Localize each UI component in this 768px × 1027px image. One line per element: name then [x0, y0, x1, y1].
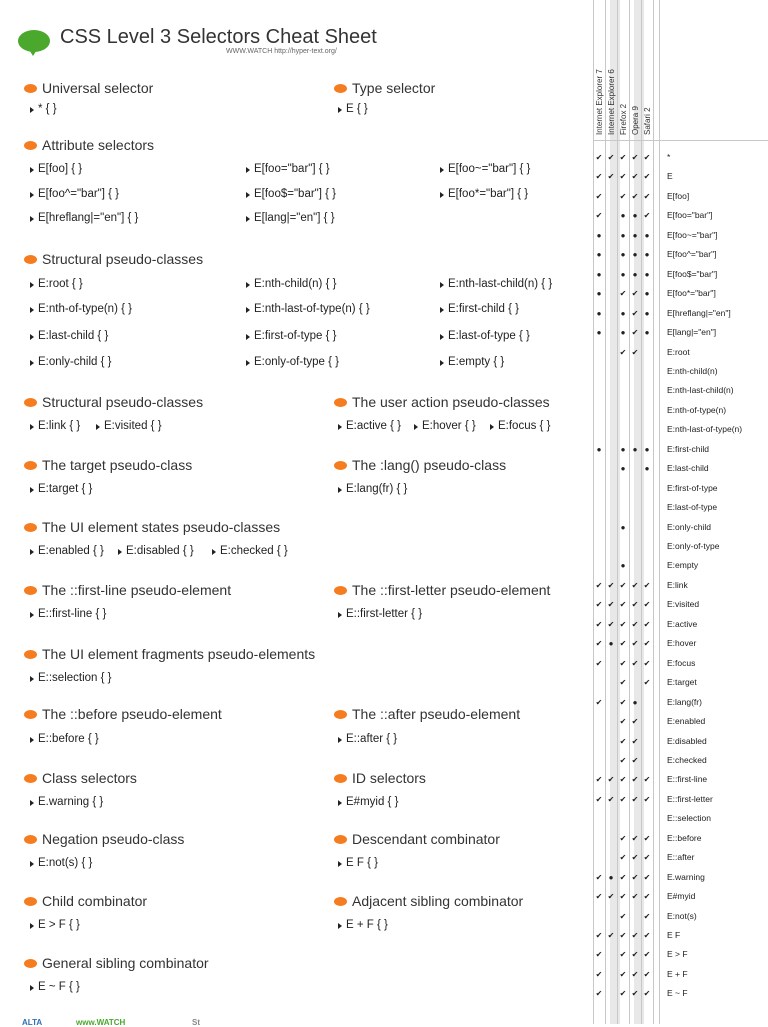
orange-bubble-icon	[24, 774, 37, 783]
checkmark-icon: ✔	[619, 853, 627, 863]
selector-example: E::after { }	[338, 733, 397, 745]
checkmark-icon: ✔	[631, 794, 639, 804]
column-divider	[653, 0, 654, 1024]
selector-example: E:hover { }	[414, 420, 476, 432]
support-row-label: E F	[667, 930, 681, 940]
section-title-text: Child combinator	[42, 893, 148, 909]
orange-bubble-icon	[334, 586, 347, 595]
selector-example: E[hreflang|="en"] { }	[30, 212, 138, 224]
partial-support-dot-icon: ●	[620, 464, 626, 474]
orange-bubble-icon	[24, 461, 37, 470]
checkmark-icon: ✔	[631, 989, 639, 999]
section-title-text: Type selector	[352, 80, 436, 96]
partial-support-dot-icon: ●	[632, 269, 638, 279]
orange-bubble-icon	[24, 141, 37, 150]
orange-bubble-icon	[24, 710, 37, 719]
section-title-general	[24, 955, 209, 971]
partial-support-dot-icon: ●	[596, 230, 602, 240]
support-row-label: E:disabled	[667, 735, 707, 746]
section-title-text: Class selectors	[42, 770, 137, 786]
orange-bubble-icon	[24, 398, 37, 407]
orange-bubble-icon	[24, 897, 37, 906]
checkmark-icon: ✔	[619, 872, 627, 882]
support-row-label: E::selection	[667, 813, 711, 824]
partial-support-dot-icon: ●	[632, 211, 638, 221]
partial-support-dot-icon: ●	[632, 230, 638, 240]
checkmark-icon: ✔	[619, 697, 627, 707]
support-row-label: E	[667, 171, 673, 182]
section-title-attribute	[24, 137, 154, 153]
checkmark-icon: ✔	[619, 678, 627, 688]
selector-example: E:only-child { }	[30, 356, 112, 368]
selector-example: E F { }	[338, 857, 378, 869]
checkmark-icon: ✔	[619, 347, 627, 357]
support-row-label: E:enabled	[667, 716, 706, 727]
browser-column-header: Internet Explorer 7	[595, 69, 604, 135]
checkmark-icon: ✔	[631, 639, 639, 649]
support-row-label: E[foo*="bar"]	[667, 288, 716, 299]
section-title-type	[334, 80, 435, 96]
checkmark-icon: ✔	[619, 289, 627, 299]
checkmark-icon: ✔	[643, 775, 651, 785]
section-title-text: ID selectors	[352, 770, 426, 786]
orange-bubble-icon	[334, 774, 347, 783]
checkmark-icon: ✔	[631, 600, 639, 610]
checkmark-icon: ✔	[631, 153, 639, 162]
orange-bubble-icon	[24, 84, 37, 93]
checkmark-icon: ✔	[595, 931, 603, 940]
section-title-text: The UI element states pseudo-classes	[42, 519, 281, 535]
support-row-label: E:visited	[667, 599, 700, 610]
selector-example: E:disabled { }	[118, 545, 194, 557]
checkmark-icon: ✔	[631, 717, 639, 727]
checkmark-icon: ✔	[619, 969, 627, 979]
selector-example: E[foo$="bar"] { }	[246, 188, 336, 200]
selector-example: E:first-child { }	[440, 303, 519, 315]
selector-example: E:nth-child(n) { }	[246, 278, 336, 290]
orange-bubble-icon	[24, 586, 37, 595]
checkmark-icon: ✔	[619, 892, 627, 902]
checkmark-icon: ✔	[607, 794, 615, 804]
selector-example: E:enabled { }	[30, 545, 104, 557]
checkmark-icon: ✔	[631, 736, 639, 746]
support-row-label: E[lang|="en"]	[667, 327, 717, 338]
selector-example: E:link { }	[30, 420, 80, 432]
selector-example: E ~ F { }	[30, 981, 80, 993]
section-title-class	[24, 770, 137, 786]
selector-example: E:only-of-type { }	[246, 356, 339, 368]
selector-example: E:nth-last-child(n) { }	[440, 278, 552, 290]
selector-example: E + F { }	[338, 919, 388, 931]
checkmark-icon: ✔	[631, 619, 639, 629]
support-row-label: E ~ F	[667, 988, 688, 999]
section-title-structural	[24, 251, 203, 267]
partial-support-dot-icon: ●	[644, 464, 650, 474]
section-title-after	[334, 706, 520, 722]
checkmark-icon: ✔	[595, 658, 603, 668]
partial-support-dot-icon: ●	[620, 211, 626, 221]
section-title-text: Universal selector	[42, 80, 154, 96]
checkmark-icon: ✔	[643, 872, 651, 882]
partial-support-dot-icon: ●	[644, 308, 650, 318]
checkmark-icon: ✔	[643, 211, 651, 221]
checkmark-icon: ✔	[595, 794, 603, 804]
checkmark-icon: ✔	[619, 931, 627, 940]
partial-support-dot-icon: ●	[632, 444, 638, 454]
support-row-label: E::after	[667, 852, 695, 863]
support-row-label: E::first-line	[667, 774, 708, 785]
checkmark-icon: ✔	[631, 191, 639, 201]
checkmark-icon: ✔	[631, 931, 639, 940]
browser-column-header: Opera 9	[631, 106, 640, 135]
orange-bubble-icon	[24, 959, 37, 968]
section-title-first-line	[24, 582, 231, 598]
support-row-label: E:empty	[667, 560, 699, 571]
checkmark-icon: ✔	[607, 931, 615, 940]
support-row-label: E:last-of-type	[667, 502, 718, 513]
partial-support-dot-icon: ●	[596, 308, 602, 318]
support-row-label: E:root	[667, 346, 690, 357]
partial-support-dot-icon: ●	[644, 444, 650, 454]
checkmark-icon: ✔	[643, 833, 651, 843]
column-divider	[659, 0, 660, 1024]
support-row-label: E + F	[667, 968, 688, 979]
checkmark-icon: ✔	[595, 697, 603, 707]
checkmark-icon: ✔	[643, 931, 651, 940]
checkmark-icon: ✔	[631, 328, 639, 338]
selector-example: E[lang|="en"] { }	[246, 212, 335, 224]
checkmark-icon: ✔	[619, 153, 627, 162]
orange-bubble-icon	[24, 255, 37, 264]
orange-bubble-icon	[334, 398, 347, 407]
checkmark-icon: ✔	[619, 755, 627, 765]
browser-column-header: Firefox 2	[619, 103, 628, 135]
checkmark-icon: ✔	[607, 580, 615, 590]
support-row-label: E[foo~="bar"]	[667, 229, 718, 240]
support-row-label: E:nth-of-type(n)	[667, 404, 727, 415]
partial-support-dot-icon: ●	[644, 230, 650, 240]
selector-example: E::first-letter { }	[338, 608, 422, 620]
section-title-descendant	[334, 831, 500, 847]
checkmark-icon: ✔	[643, 950, 651, 960]
header-divider	[593, 140, 768, 141]
footer-logo-right: St	[192, 1018, 200, 1027]
selector-example: E[foo^="bar"] { }	[30, 188, 119, 200]
speech-bubble-logo-icon	[18, 30, 50, 52]
section-title-text: The ::after pseudo-element	[352, 706, 521, 722]
checkmark-icon: ✔	[607, 619, 615, 629]
section-title-target	[24, 457, 192, 473]
partial-support-dot-icon: ●	[632, 250, 638, 260]
support-row-label: E:nth-child(n)	[667, 365, 718, 376]
checkmark-icon: ✔	[631, 755, 639, 765]
selector-example: * { }	[30, 103, 57, 115]
checkmark-icon: ✔	[619, 775, 627, 785]
section-title-text: Structural pseudo-classes	[42, 394, 204, 410]
section-title-text: The ::before pseudo-element	[42, 706, 222, 722]
checkmark-icon: ✔	[595, 600, 603, 610]
selector-example: E:target { }	[30, 483, 92, 495]
selector-example: E:first-of-type { }	[246, 330, 336, 342]
selector-example: E:empty { }	[440, 356, 504, 368]
checkmark-icon: ✔	[607, 775, 615, 785]
support-row-label: E:only-child	[667, 521, 711, 532]
selector-example: E[foo~="bar"] { }	[440, 163, 530, 175]
support-row-label: E#myid	[667, 891, 696, 902]
section-title-first-letter	[334, 582, 550, 598]
checkmark-icon: ✔	[643, 639, 651, 649]
support-row-label: *	[667, 152, 671, 162]
checkmark-icon: ✔	[631, 289, 639, 299]
support-row-label: E.warning	[667, 871, 705, 882]
checkmark-icon: ✔	[619, 580, 627, 590]
section-title-text: Attribute selectors	[42, 137, 155, 153]
section-title-universal	[24, 80, 153, 96]
support-row-label: E:not(s)	[667, 910, 697, 921]
checkmark-icon: ✔	[595, 580, 603, 590]
selector-example: E:not(s) { }	[30, 857, 92, 869]
checkmark-icon: ✔	[643, 853, 651, 863]
partial-support-dot-icon: ●	[620, 250, 626, 260]
selector-example: E:focus { }	[490, 420, 550, 432]
checkmark-icon: ✔	[619, 600, 627, 610]
section-title-text: Adjacent sibling combinator	[352, 893, 524, 909]
selector-example: E > F { }	[30, 919, 80, 931]
support-row-label: E::before	[667, 832, 702, 843]
footer-logo-mid: www.WATCH	[76, 1018, 126, 1027]
partial-support-dot-icon: ●	[644, 328, 650, 338]
support-row-label: E[foo$="bar"]	[667, 268, 718, 279]
support-row-label: E:first-child	[667, 443, 710, 454]
selector-example: E#myid { }	[338, 796, 398, 808]
partial-support-dot-icon: ●	[596, 444, 602, 454]
support-row-label: E:focus	[667, 657, 696, 668]
checkmark-icon: ✔	[643, 969, 651, 979]
checkmark-icon: ✔	[631, 658, 639, 668]
selector-example: E[foo*="bar"] { }	[440, 188, 528, 200]
checkmark-icon: ✔	[619, 191, 627, 201]
checkmark-icon: ✔	[631, 308, 639, 318]
checkmark-icon: ✔	[631, 872, 639, 882]
section-title-text: General sibling combinator	[42, 955, 209, 971]
selector-example: E:root { }	[30, 278, 83, 290]
selector-example: E:last-of-type { }	[440, 330, 530, 342]
checkmark-icon: ✔	[619, 639, 627, 649]
checkmark-icon: ✔	[631, 580, 639, 590]
checkmark-icon: ✔	[643, 794, 651, 804]
support-row-label: E:nth-last-child(n)	[667, 385, 734, 396]
checkmark-icon: ✔	[595, 872, 603, 882]
checkmark-icon: ✔	[631, 853, 639, 863]
support-row-label: E:only-of-type	[667, 541, 720, 551]
support-row-label: E:checked	[667, 754, 707, 765]
selector-example: E:active { }	[338, 420, 401, 432]
section-title-lang	[334, 457, 506, 473]
partial-support-dot-icon: ●	[620, 444, 626, 454]
checkmark-icon: ✔	[595, 969, 603, 979]
checkmark-icon: ✔	[595, 950, 603, 960]
support-row-label: E::first-letter	[667, 793, 713, 804]
checkmark-icon: ✔	[619, 794, 627, 804]
partial-support-dot-icon: ●	[596, 269, 602, 279]
page-subtitle: WWW.WATCH http://hyper-text.org/	[226, 48, 337, 55]
selector-example: E:visited { }	[96, 420, 162, 432]
support-row-label: E:active	[667, 618, 698, 629]
page-title: CSS Level 3 Selectors Cheat Sheet	[60, 26, 377, 48]
checkmark-icon: ✔	[607, 172, 615, 182]
support-row-label: E:link	[667, 579, 688, 590]
browser-column-header: Internet Explorer 6	[607, 69, 616, 135]
partial-support-dot-icon: ●	[608, 639, 614, 649]
orange-bubble-icon	[334, 461, 347, 470]
partial-support-dot-icon: ●	[620, 328, 626, 338]
section-title-negation	[24, 831, 184, 847]
selector-example: E::first-line { }	[30, 608, 106, 620]
checkmark-icon: ✔	[643, 619, 651, 629]
support-row-label: E:hover	[667, 638, 697, 649]
checkmark-icon: ✔	[595, 639, 603, 649]
checkmark-icon: ✔	[595, 619, 603, 629]
section-title-text: The user action pseudo-classes	[352, 394, 550, 410]
orange-bubble-icon	[24, 650, 37, 659]
partial-support-dot-icon: ●	[620, 230, 626, 240]
checkmark-icon: ✔	[619, 619, 627, 629]
selector-example: E:nth-of-type(n) { }	[30, 303, 132, 315]
selector-example: E:last-child { }	[30, 330, 108, 342]
support-row-label: E[foo]	[667, 190, 690, 201]
partial-support-dot-icon: ●	[608, 872, 614, 882]
checkmark-icon: ✔	[619, 911, 627, 921]
checkmark-icon: ✔	[643, 989, 651, 999]
orange-bubble-icon	[334, 84, 347, 93]
checkmark-icon: ✔	[595, 172, 603, 182]
support-row-label: E:first-of-type	[667, 482, 718, 493]
selector-example: E::selection { }	[30, 672, 112, 684]
selector-example: E.warning { }	[30, 796, 103, 808]
orange-bubble-icon	[334, 835, 347, 844]
partial-support-dot-icon: ●	[644, 250, 650, 260]
checkmark-icon: ✔	[631, 833, 639, 843]
selector-example: E[foo] { }	[30, 163, 82, 175]
section-title-fragments	[24, 646, 315, 662]
support-row-label: E:nth-last-of-type(n)	[667, 424, 743, 435]
support-row-label: E:target	[667, 677, 697, 688]
checkmark-icon: ✔	[607, 892, 615, 902]
partial-support-dot-icon: ●	[596, 328, 602, 338]
selector-example: E { }	[338, 103, 368, 115]
section-title-ui-states	[24, 519, 280, 535]
checkmark-icon: ✔	[619, 989, 627, 999]
checkmark-icon: ✔	[631, 969, 639, 979]
checkmark-icon: ✔	[643, 892, 651, 902]
partial-support-dot-icon: ●	[596, 289, 602, 299]
orange-bubble-icon	[24, 835, 37, 844]
checkmark-icon: ✔	[643, 911, 651, 921]
checkmark-icon: ✔	[595, 989, 603, 999]
section-title-text: Descendant combinator	[352, 831, 500, 847]
checkmark-icon: ✔	[619, 950, 627, 960]
selector-example: E::before { }	[30, 733, 99, 745]
partial-support-dot-icon: ●	[620, 308, 626, 318]
support-row-label: E > F	[667, 949, 688, 960]
browser-column-header: Safari 2	[643, 107, 652, 135]
checkmark-icon: ✔	[631, 950, 639, 960]
partial-support-dot-icon: ●	[644, 289, 650, 299]
partial-support-dot-icon: ●	[596, 250, 602, 260]
checkmark-icon: ✔	[631, 347, 639, 357]
selector-example: E:checked { }	[212, 545, 288, 557]
checkmark-icon: ✔	[643, 172, 651, 182]
footer-logo-left: ALTA	[22, 1018, 43, 1027]
checkmark-icon: ✔	[643, 658, 651, 668]
orange-bubble-icon	[334, 710, 347, 719]
partial-support-dot-icon: ●	[620, 522, 626, 532]
selector-example: E[foo="bar"] { }	[246, 163, 330, 175]
section-title-text: The :lang() pseudo-class	[352, 457, 507, 473]
checkmark-icon: ✔	[619, 658, 627, 668]
checkmark-icon: ✔	[619, 736, 627, 746]
selector-example: E:nth-last-of-type(n) { }	[246, 303, 370, 315]
section-title-child	[24, 893, 147, 909]
partial-support-dot-icon: ●	[620, 561, 626, 571]
checkmark-icon: ✔	[619, 172, 627, 182]
section-title-adjacent	[334, 893, 523, 909]
checkmark-icon: ✔	[619, 833, 627, 843]
section-title-text: The ::first-letter pseudo-element	[352, 582, 551, 598]
checkmark-icon: ✔	[643, 191, 651, 201]
orange-bubble-icon	[334, 897, 347, 906]
checkmark-icon: ✔	[631, 892, 639, 902]
checkmark-icon: ✔	[631, 775, 639, 785]
section-title-user-action	[334, 394, 550, 410]
checkmark-icon: ✔	[607, 153, 615, 162]
partial-support-dot-icon: ●	[644, 269, 650, 279]
section-title-text: Negation pseudo-class	[42, 831, 185, 847]
partial-support-dot-icon: ●	[620, 269, 626, 279]
checkmark-icon: ✔	[595, 892, 603, 902]
checkmark-icon: ✔	[643, 678, 651, 688]
section-title-link	[24, 394, 203, 410]
checkmark-icon: ✔	[643, 153, 651, 162]
support-row-label: E[foo^="bar"]	[667, 249, 717, 260]
checkmark-icon: ✔	[595, 211, 603, 221]
section-title-text: Structural pseudo-classes	[42, 251, 204, 267]
support-row-label: E[hreflang|="en"]	[667, 307, 731, 318]
checkmark-icon: ✔	[595, 775, 603, 785]
support-row-label: E[foo="bar"]	[667, 210, 713, 221]
selector-example: E:lang(fr) { }	[338, 483, 407, 495]
support-row-label: E:lang(fr)	[667, 696, 702, 707]
checkmark-icon: ✔	[595, 191, 603, 201]
checkmark-icon: ✔	[643, 580, 651, 590]
section-title-text: The ::first-line pseudo-element	[42, 582, 232, 598]
partial-support-dot-icon: ●	[632, 697, 638, 707]
checkmark-icon: ✔	[619, 717, 627, 727]
checkmark-icon: ✔	[643, 600, 651, 610]
support-row-label: E:last-child	[667, 463, 709, 474]
checkmark-icon: ✔	[607, 600, 615, 610]
checkmark-icon: ✔	[631, 172, 639, 182]
section-title-text: The target pseudo-class	[42, 457, 193, 473]
section-title-before	[24, 706, 222, 722]
section-title-text: The UI element fragments pseudo-elements	[42, 646, 316, 662]
section-title-id	[334, 770, 426, 786]
orange-bubble-icon	[24, 523, 37, 532]
checkmark-icon: ✔	[595, 153, 603, 162]
